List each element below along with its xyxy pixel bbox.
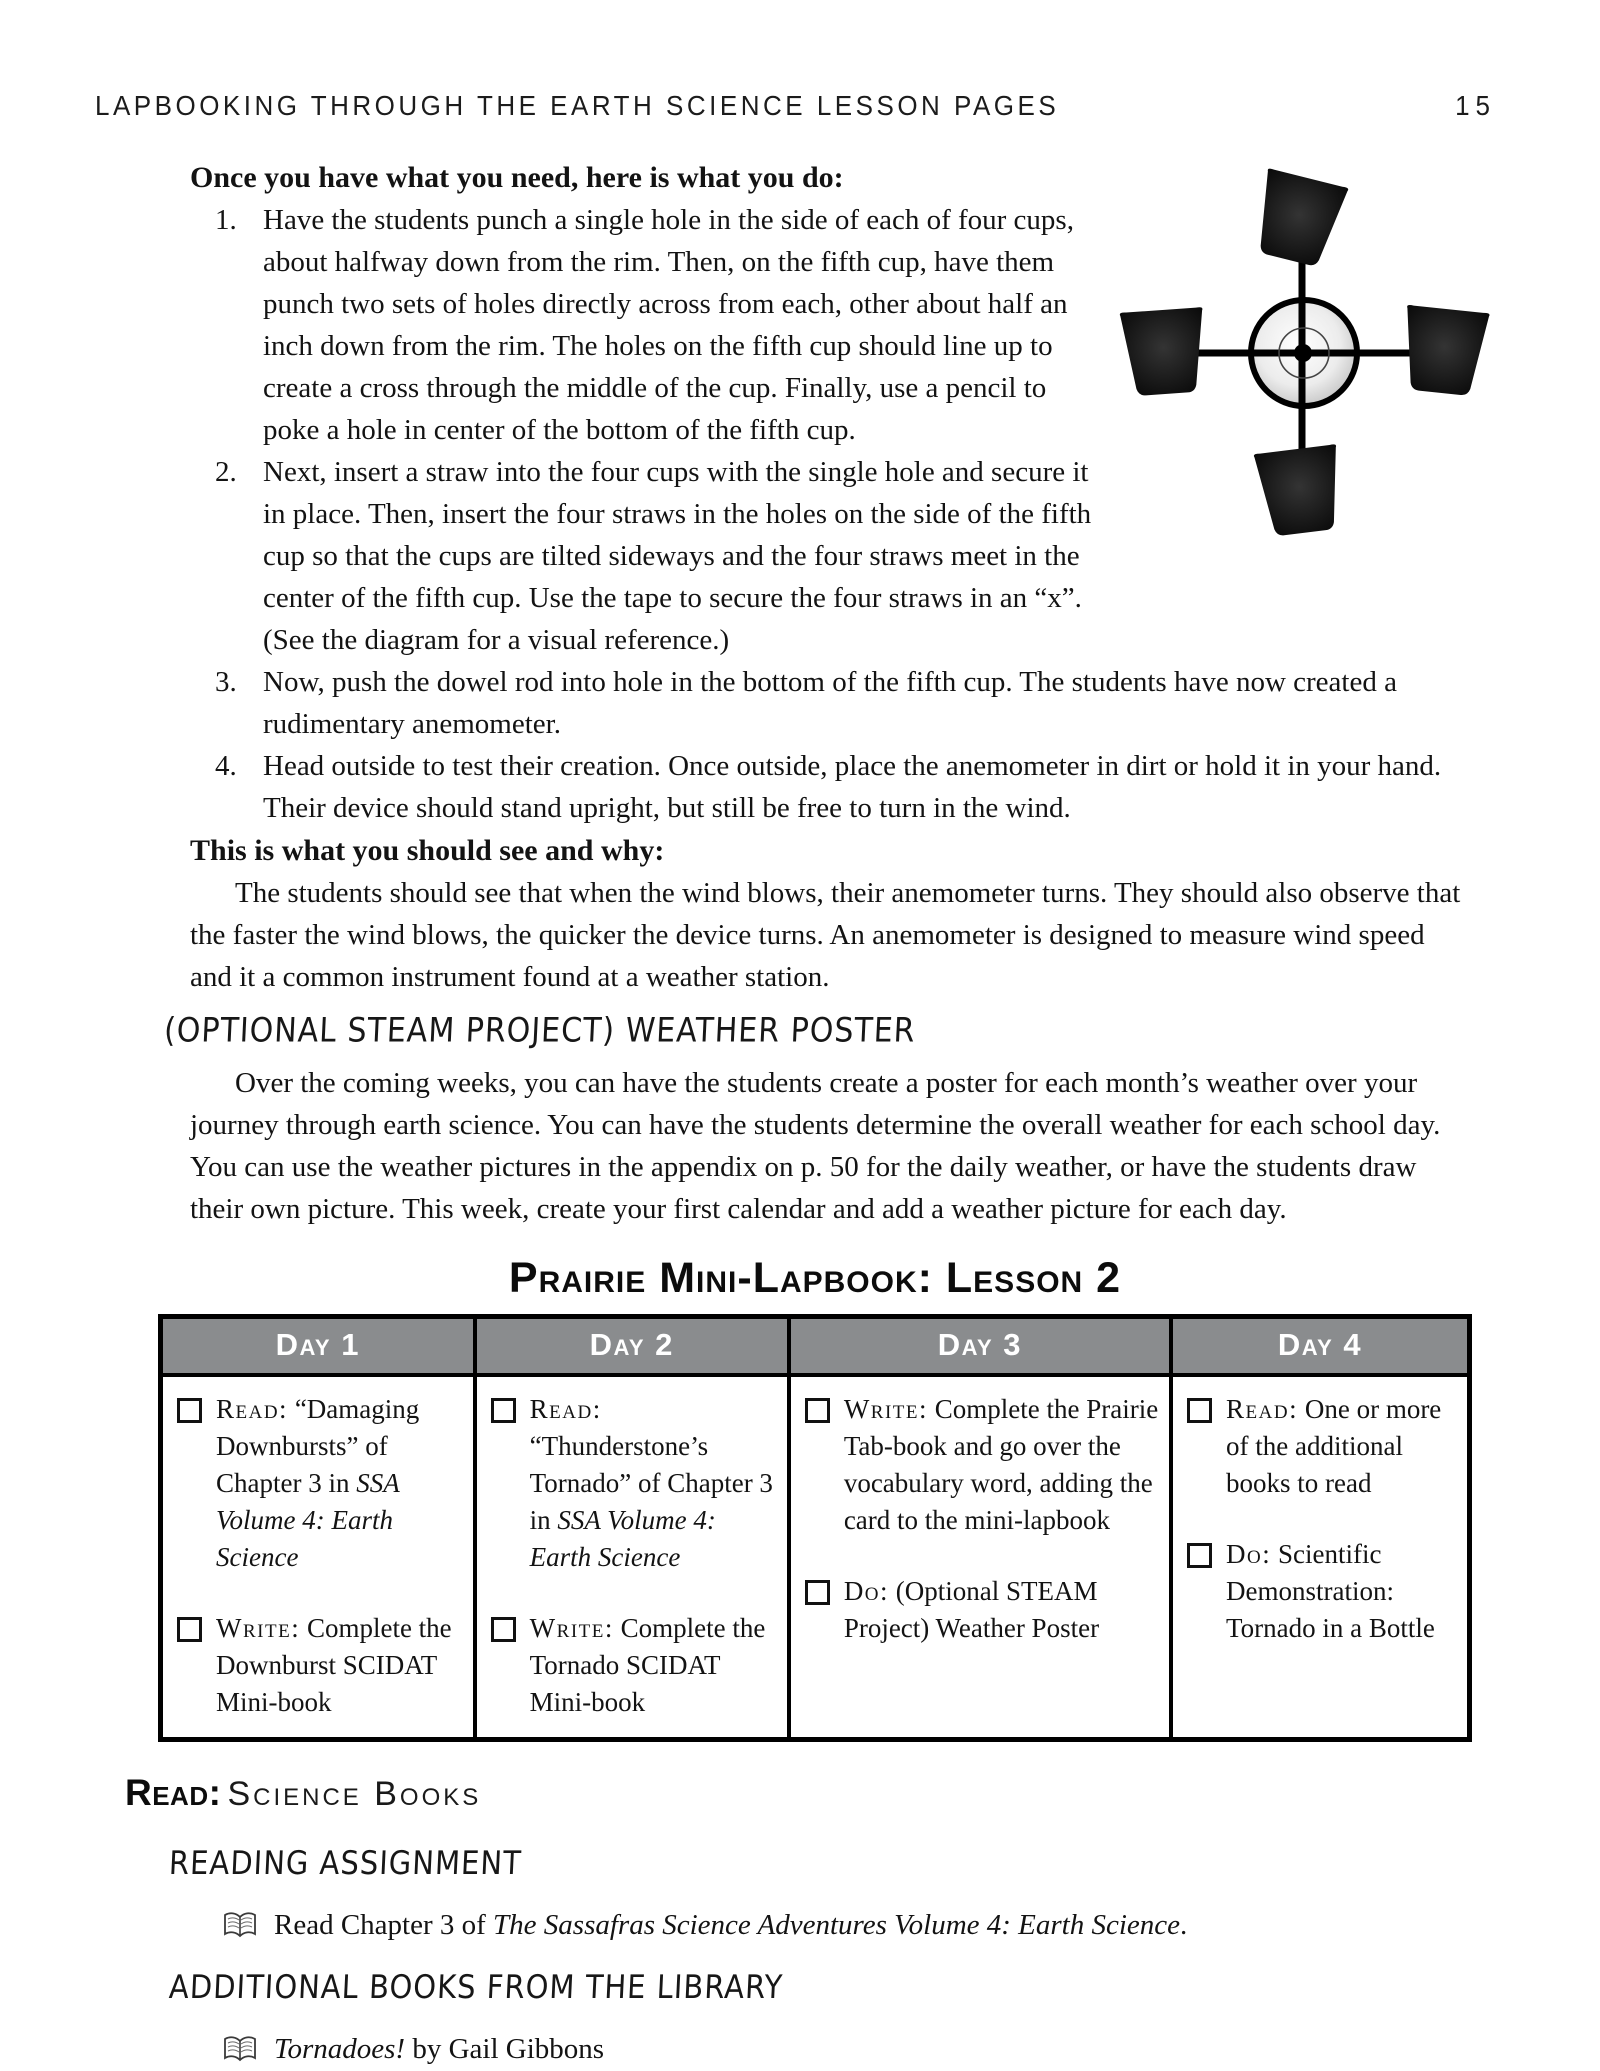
- library-book-text: Tornadoes! by Gail Gibbons: [274, 2033, 605, 2065]
- step-text: Next, insert a straw into the four cups with the single hole and secure it in place. Then, insert the four straws in the holes on the side of the fifth cup so that the cups are tilted sideways and the four straws meet in the center of the fifth cup. Use the tape to secure the four straws in an “x”. (See the diagram for a visual reference.): [263, 456, 1092, 656]
- checklist-text: Read: One or more of the additional books to read: [1226, 1394, 1442, 1498]
- lapbook-table-title: Prairie Mini-Lapbook: Lesson 2: [508, 1254, 1122, 1302]
- checklist-text: Write: Complete the Tornado SCIDAT Mini-book: [529, 1613, 766, 1717]
- lapbook-table: [158, 1314, 1472, 1742]
- step-number: 3.: [215, 666, 237, 698]
- checkbox-icon: [1187, 1398, 1212, 1423]
- page-number: 15: [1455, 89, 1496, 122]
- running-header-title: LAPBOOKING THROUGH THE EARTH SCIENCE LESSON PAGES: [95, 89, 1060, 122]
- checklist-text: Do: (Optional STEAM Project) Weather Poster: [843, 1576, 1100, 1643]
- day-3-header: Day 3: [789, 1317, 1171, 1376]
- day-1-header: Day 1: [161, 1317, 475, 1376]
- checkbox-icon: [177, 1398, 202, 1423]
- step-text: Have the students punch a single hole in the side of each of four cups, about halfway down from the rim. Then, on the fifth cup, have them punch two sets of holes directly across from each, other about half an inch down from the rim. The holes on the fifth cup should line up to create a cross through the middle of the cup. Finally, use a pencil to poke a hole in center of the bottom of the fifth cup.: [263, 204, 1074, 446]
- lapbook-section: [158, 1254, 1472, 1742]
- read-heading-rest: Science Books: [227, 1775, 482, 1813]
- table-body-row: [161, 1375, 1470, 1740]
- day-4-cell: [1171, 1375, 1469, 1740]
- reading-assignment-text: Read Chapter 3 of The Sassafras Science Adventures Volume 4: Earth Science.: [274, 1909, 1188, 1941]
- checklist-item: [1185, 1391, 1459, 1502]
- checkbox-icon: [177, 1617, 202, 1642]
- observe-heading: This is what you should see and why:: [190, 834, 665, 867]
- checklist-item: [175, 1391, 465, 1576]
- step-number: 2.: [215, 456, 237, 488]
- checklist-item: [1185, 1536, 1459, 1647]
- checkbox-icon: [805, 1398, 830, 1423]
- cup-icon: [1248, 168, 1349, 270]
- reading-assignment-heading: READING ASSIGNMENT: [168, 1843, 523, 1882]
- hub-center-dot-icon: [1294, 344, 1312, 362]
- checklist-item: [803, 1391, 1161, 1539]
- cup-anemometer-diagram: [1106, 168, 1508, 548]
- library-book-item: [222, 2029, 1600, 2069]
- step-number: 4.: [215, 750, 237, 782]
- checklist-text: Read: “Thunderstone’s Tornado” of Chapter 3 in SSA Volume 4: Earth Science: [529, 1394, 773, 1572]
- cup-icon: [1399, 305, 1490, 397]
- checkbox-icon: [805, 1580, 830, 1605]
- checklist-text: Read: “Damaging Downbursts” of Chapter 3 in SSA Volume 4: Earth Science: [216, 1394, 420, 1572]
- step-text: Head outside to test their creation. Once outside, place the anemometer in dirt or hold it in your hand. Their device should stand upright, but still be free to turn in the wind.: [263, 750, 1442, 824]
- observe-paragraph: The students should see that when the wind blows, their anemometer turns. They should also observe that the faster the wind blows, the quicker the device turns. An anemometer is designed to measure wind speed and it a common instrument found at a weather station.: [190, 877, 1461, 993]
- step-text: Now, push the dowel rod into hole in the bottom of the fifth cup. The students have now created a rudimentary anemometer.: [263, 666, 1397, 740]
- open-book-icon: [222, 1911, 258, 1939]
- running-header: [95, 88, 1496, 123]
- checkbox-icon: [1187, 1543, 1212, 1568]
- day-3-cell: [789, 1375, 1171, 1740]
- checkbox-icon: [491, 1398, 516, 1423]
- steam-project-heading: (OPTIONAL STEAM PROJECT) WEATHER POSTER: [163, 1011, 917, 1051]
- checklist-text: Write: Complete the Prairie Tab-book and go over the vocabulary word, adding the card to the mini-lapbook: [843, 1394, 1159, 1535]
- checklist-text: Write: Complete the Downburst SCIDAT Mini-book: [216, 1613, 452, 1717]
- day-1-cell: [161, 1375, 475, 1740]
- checklist-item: [803, 1573, 1161, 1647]
- checklist-text: Do: Scientific Demonstration: Tornado in a Bottle: [1226, 1539, 1435, 1643]
- table-header-row: [161, 1317, 1470, 1376]
- cup-icon: [1120, 307, 1208, 397]
- additional-books-heading: ADDITIONAL BOOKS FROM THE LIBRARY: [168, 1967, 785, 2006]
- reading-assignment-item: [222, 1905, 1600, 1945]
- checkbox-icon: [491, 1617, 516, 1642]
- read-section-heading: [125, 1770, 1600, 1821]
- day-4-header: Day 4: [1171, 1317, 1469, 1376]
- cup-icon: [1254, 444, 1346, 538]
- checklist-item: [489, 1391, 779, 1576]
- step-item: [215, 661, 1480, 745]
- read-keyword: Read:: [125, 1772, 222, 1813]
- steam-paragraph: Over the coming weeks, you can have the students create a poster for each month’s weather over your journey through earth science. You can have the students determine the overall weather for each school day. You can use the weather pictures in the appendix on p. 50 for the daily weather, or have the students draw their own picture. This week, create your first calendar and add a weather picture for each day.: [190, 1067, 1441, 1225]
- day-2-header: Day 2: [475, 1317, 789, 1376]
- checklist-item: [489, 1610, 779, 1721]
- day-2-cell: [475, 1375, 789, 1740]
- intro-heading: Once you have what you need, here is what you do:: [190, 161, 844, 194]
- step-item: [215, 745, 1480, 829]
- open-book-icon: [222, 2035, 258, 2063]
- step-number: 1.: [215, 204, 237, 236]
- checklist-item: [175, 1610, 465, 1721]
